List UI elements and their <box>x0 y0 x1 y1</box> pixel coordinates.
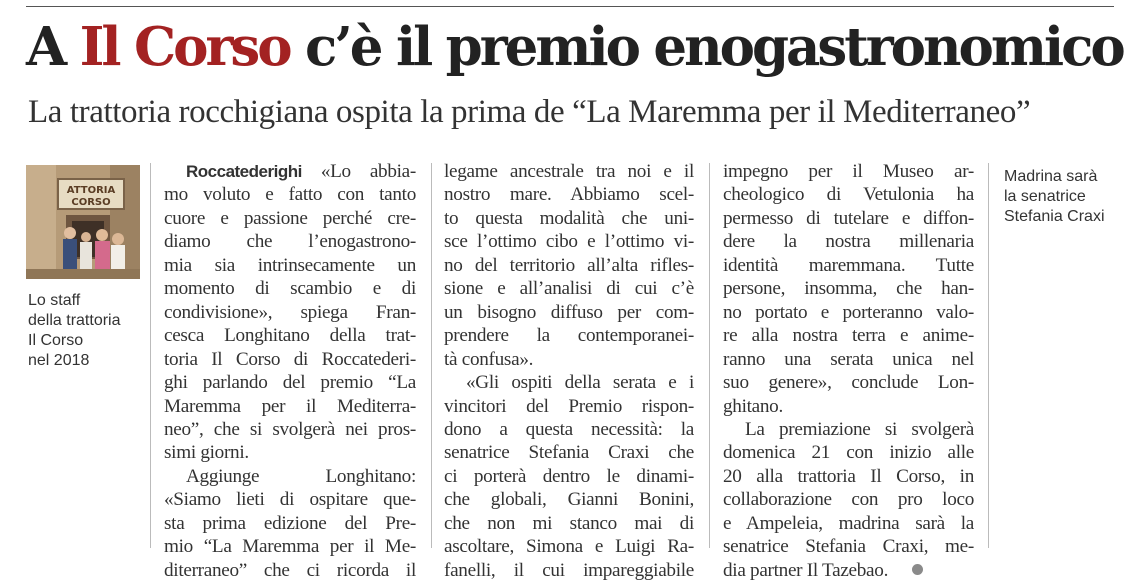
article-line: che non mi stanco mai di <box>444 512 694 534</box>
article-line: cheologico di Vetulonia ha <box>723 184 974 206</box>
photo-sign-line-1: ATTORIA <box>66 185 116 196</box>
article-line: impegno per il Museo ar- <box>723 161 974 182</box>
photo-caption-line: nel 2018 <box>28 352 90 369</box>
side-note-line: Madrina sarà <box>1004 168 1098 185</box>
column-divider <box>431 163 432 548</box>
photo-caption-line: Il Corso <box>28 332 84 349</box>
article-line: sta prima edizione del Pre- <box>164 512 416 534</box>
article-line: 20 alla trattoria Il Corso, in <box>723 465 974 487</box>
article-line: ghi parlando del premio “La <box>164 372 416 394</box>
article-line: un bisogno diffuso per com- <box>444 301 694 323</box>
article-line: mio “La Maremma per il Me- <box>164 536 416 558</box>
article-line: senatrice Stefania Craxi, me- <box>723 536 974 558</box>
article-line: dono a questa necessità: la <box>444 418 694 440</box>
article-line: mia sia intrinsecamente un <box>164 254 416 276</box>
article-line: vincitori del Premio rispon- <box>444 395 694 417</box>
article-line: persone, insomma, che han- <box>723 278 974 300</box>
article-line: e Ampeleia, madrina sarà la <box>723 512 974 534</box>
article-line: to questa modalità che uni- <box>444 207 694 229</box>
article-line: simi giorni. <box>164 442 249 464</box>
article-line: Maremma per il Mediterra- <box>164 395 416 417</box>
column-divider <box>709 163 710 548</box>
article-line: ascoltare, Simona e Luigi Ra- <box>444 536 694 558</box>
article-line: ci porterà dentro le dinami- <box>444 465 694 487</box>
side-note-line: la senatrice <box>1004 188 1086 205</box>
article-line: nostro mare. Abbiamo scel- <box>444 184 694 206</box>
top-rule <box>26 6 1114 7</box>
article-line: collaborazione con pro loco <box>723 489 974 511</box>
article-line: dere la nostra millenaria <box>723 231 974 253</box>
article-line: permesso di tutelare e diffon- <box>723 207 974 229</box>
article-line: tà confusa». <box>444 348 534 370</box>
end-of-article-dot <box>912 564 923 575</box>
headline-prefix: A <box>26 16 80 78</box>
article-line: suo genere», conclude Lon- <box>723 372 974 394</box>
article-line: senatrice Stefania Craxi che <box>444 442 694 464</box>
article-line: dia partner Il Tazebao. <box>723 559 974 582</box>
article-line: che globali, Gianni Bonini, <box>444 489 694 511</box>
article-line: Aggiunge Longhitano: <box>186 465 416 487</box>
article-line: La premiazione si svolgerà <box>745 418 974 440</box>
headline-accent: Il Corso <box>79 16 290 78</box>
article-line: sione e all’analisi di cui c’è <box>444 278 694 300</box>
article-column-3 <box>723 160 974 582</box>
article-column-1 <box>164 160 416 582</box>
article-line: cuore e passione perché cre- <box>164 207 416 229</box>
article-line: identità maremmana. Tutte <box>723 254 974 276</box>
article-line: neo”, che si svolgerà nei pros- <box>164 418 416 440</box>
headline-suffix: c’è il premio enogastronomico <box>289 16 1123 78</box>
dateline: Roccatederighi <box>186 162 302 181</box>
article-line: prendere la contemporanei- <box>444 325 694 347</box>
article-line: «Gli ospiti della serata e i <box>466 372 694 394</box>
article-line: «Siamo lieti di ospitare que- <box>164 489 416 511</box>
article-line: no portato e porteranno valo- <box>723 301 974 323</box>
article-line: momento di scambio e di <box>164 278 416 300</box>
side-note <box>1004 167 1105 227</box>
staff-photo-illustration <box>26 165 140 279</box>
article-line: re alla nostra terra e anime- <box>723 325 974 347</box>
side-note-line: Stefania Craxi <box>1004 208 1105 225</box>
article-line: toria Il Corso di Roccatederi- <box>164 348 416 370</box>
article-line: condivisione», spiega Fran- <box>164 301 416 323</box>
article-line: sce l’ottimo cibo e l’ottimo vi- <box>444 231 694 253</box>
article-line: mo voluto e fatto con tanto <box>164 184 416 206</box>
photo-caption-line: Lo staff <box>28 292 81 309</box>
article-column-2 <box>444 160 694 582</box>
article-line: no del territorio all’alta rifles- <box>444 254 694 276</box>
photo-caption <box>28 291 148 371</box>
column-divider <box>988 163 989 548</box>
article-line: ranno una serata unica nel <box>723 348 974 370</box>
photo-sign-line-2: CORSO <box>71 197 111 208</box>
staff-photo <box>26 165 140 279</box>
photo-caption-line: della trattoria <box>28 312 121 329</box>
article-line: diamo che l’enogastrono- <box>164 231 416 253</box>
article-line: domenica 21 con inizio alle <box>723 442 974 464</box>
article-line: diterraneo” che ci ricorda il <box>164 559 416 581</box>
article-line: Roccatederighi «Lo abbia- <box>186 161 416 182</box>
subheadline: La trattoria rocchigiana ospita la prima de “La Maremma per il Mediterraneo” <box>28 94 1031 130</box>
article-line: ghitano. <box>723 395 783 417</box>
article-line: fanelli, il cui impareggiabile <box>444 559 694 581</box>
headline <box>26 12 1123 82</box>
column-divider <box>150 163 151 548</box>
article-line: legame ancestrale tra noi e il <box>444 161 694 182</box>
article-line: cesca Longhitano della trat- <box>164 325 416 347</box>
